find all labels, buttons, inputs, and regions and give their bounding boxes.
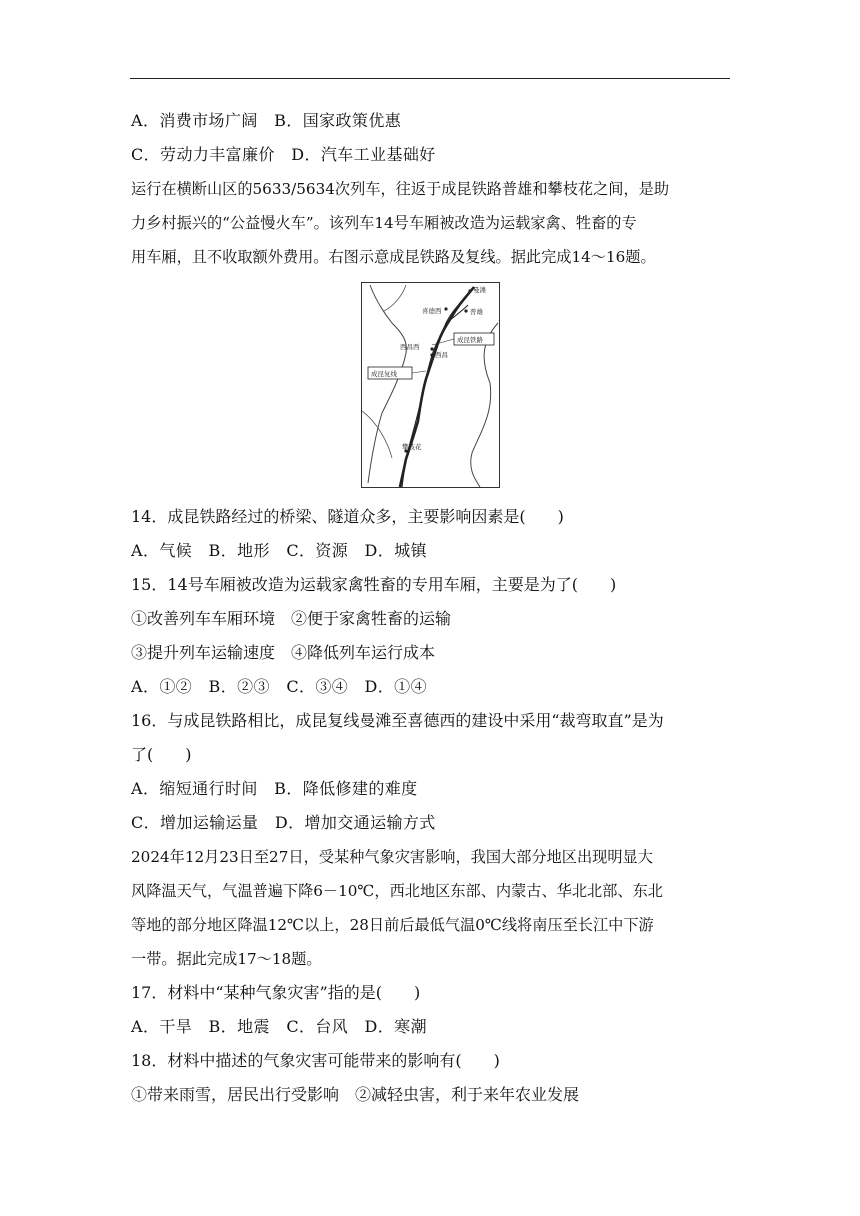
passage-1-line-1: 运行在横断山区的5633/5634次列车，往返于成昆铁路普雄和攀枝花之间，是助 bbox=[131, 180, 670, 198]
label-chengkun-double: 成昆复线 bbox=[371, 370, 397, 378]
q15-statements-12: ①改善列车车厢环境 ②便于家禽牲畜的运输 bbox=[131, 609, 452, 628]
q18-stem: 18．材料中描述的气象灾害可能带来的影响有( ) bbox=[131, 1051, 500, 1070]
river-north bbox=[384, 285, 406, 311]
map-drawing bbox=[362, 283, 499, 487]
railway-leader bbox=[432, 339, 454, 345]
label-puxiong: 普雄 bbox=[470, 308, 483, 316]
q15-statements-34: ③提升列车运输速度 ④降低列车运行成本 bbox=[131, 643, 436, 662]
label-xidexi: 喜德西 bbox=[422, 307, 442, 315]
chengkun-railway-line bbox=[400, 287, 474, 487]
double-leader bbox=[412, 371, 426, 373]
boundary-east bbox=[471, 323, 498, 487]
chengkun-double-line bbox=[402, 289, 472, 487]
q13-options-cd: C．劳动力丰富廉价 D．汽车工业基础好 bbox=[131, 145, 436, 164]
label-chengkun-railway: 成昆铁路 bbox=[457, 336, 483, 344]
label-xichangxi: 西昌西 bbox=[400, 343, 420, 351]
passage-2-line-1: 2024年12月23日至27日，受某种气象灾害影响，我国大部分地区出现明显大 bbox=[131, 848, 653, 866]
q16-stem-line-1: 16．与成昆铁路相比，成昆复线曼滩至喜德西的建设中采用“裁弯取直”是为 bbox=[131, 711, 664, 730]
mantan-dot bbox=[468, 289, 471, 292]
q18-statements-12: ①带来雨雪，居民出行受影响 ②减轻虫害，利于来年农业发展 bbox=[131, 1085, 580, 1104]
q15-options: A．①② B．②③ C．③④ D．①④ bbox=[131, 677, 427, 696]
q17-stem: 17．材料中“某种气象灾害”指的是( ) bbox=[131, 983, 421, 1002]
puxiong-dot bbox=[464, 309, 467, 312]
passage-1-line-3: 用车厢，且不收取额外费用。右图示意成昆铁路及复线。据此完成14～16题。 bbox=[131, 248, 656, 266]
passage-1-line-2: 力乡村振兴的“公益慢火车”。该列车14号车厢被改造为运载家禽、牲畜的专 bbox=[131, 214, 637, 232]
q15-stem: 15．14号车厢被改造为运载家禽牲畜的专用车厢，主要是为了( ) bbox=[131, 575, 617, 594]
passage-2-line-3: 等地的部分地区降温12℃以上，28日前后最低气温0℃线将南压至长江中下游 bbox=[131, 916, 654, 934]
label-panzhihua: 攀枝花 bbox=[402, 443, 422, 451]
q14-stem: 14．成昆铁路经过的桥梁、隧道众多，主要影响因素是( ) bbox=[131, 507, 564, 526]
xichangxi-dot bbox=[430, 347, 433, 350]
river-west bbox=[368, 285, 406, 483]
q13-options-ab: A．消费市场广阔 B．国家政策优惠 bbox=[131, 111, 402, 130]
chengkun-railway-map bbox=[361, 282, 500, 488]
header-rule bbox=[130, 78, 730, 79]
q16-options-cd: C．增加运输运量 D．增加交通运输方式 bbox=[131, 813, 436, 832]
label-xichang: 西昌 bbox=[435, 351, 448, 359]
passage-2-line-4: 一带。据此完成17～18题。 bbox=[131, 950, 322, 968]
xidexi-dot bbox=[444, 307, 447, 310]
passage-2-line-2: 风降温天气，气温普遍下降6－10℃，西北地区东部、内蒙古、华北北部、东北 bbox=[131, 882, 663, 900]
q14-options: A．气候 B．地形 C．资源 D．城镇 bbox=[131, 541, 427, 560]
river-southwest bbox=[362, 411, 392, 458]
q17-options: A．干旱 B．地震 C．台风 D．寒潮 bbox=[131, 1017, 427, 1036]
q16-options-ab: A．缩短通行时间 B．降低修建的难度 bbox=[131, 779, 418, 798]
xichang-dot bbox=[430, 353, 433, 356]
label-mantan: 曼滩 bbox=[473, 286, 486, 294]
q16-stem-line-2: 了( ) bbox=[131, 745, 192, 764]
